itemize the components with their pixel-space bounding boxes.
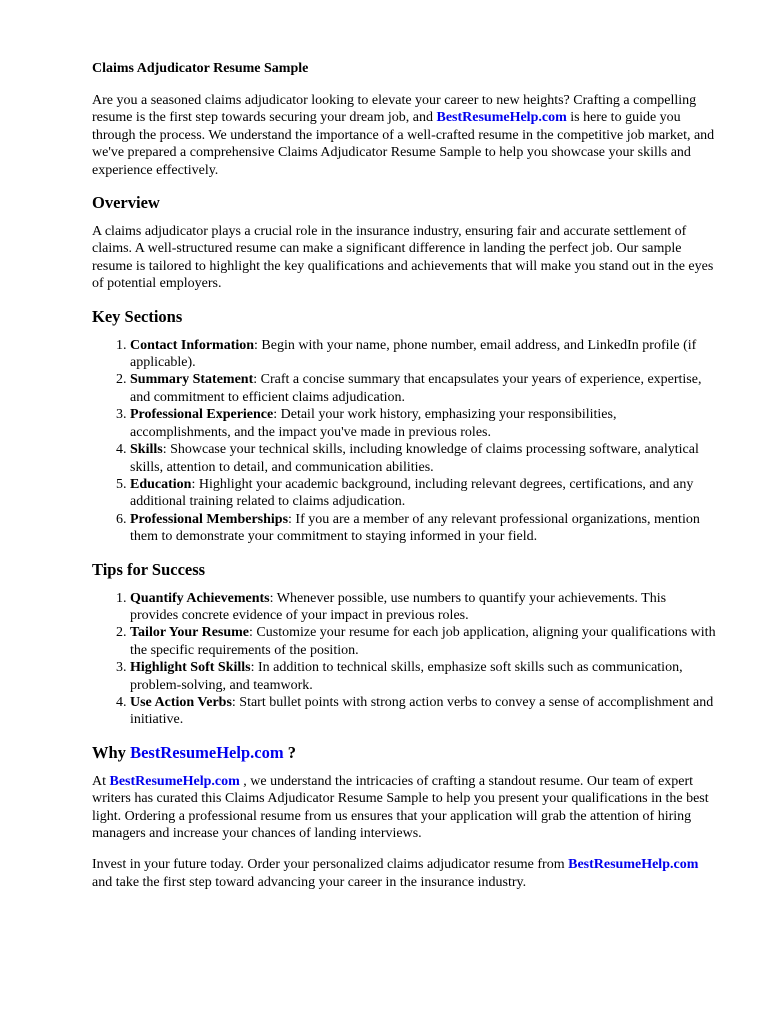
list-item bbox=[130, 659, 716, 694]
tips-heading: Tips for Success bbox=[92, 559, 206, 579]
list-item bbox=[130, 590, 716, 625]
why-paragraph bbox=[92, 773, 716, 843]
list-item bbox=[130, 406, 716, 441]
list-item-term: Tailor Your Resume bbox=[130, 625, 250, 641]
list-item-desc: : Start bullet points with strong action verbs to convey a sense of accomplishment and initiative. bbox=[130, 694, 714, 728]
tips-list bbox=[92, 590, 716, 729]
list-item-desc: : In addition to technical skills, emphasize soft skills such as communication, problem-solving, and teamwork. bbox=[130, 660, 683, 693]
list-item-desc: : Whenever possible, use numbers to quantify your achievements. This provides concrete evidence of your impact in previous roles. bbox=[130, 590, 667, 623]
list-item bbox=[130, 511, 716, 546]
why-heading-link[interactable]: BestResumeHelp.com bbox=[130, 742, 284, 762]
list-item-desc: : Detail your work history, emphasizing your responsibilities, accomplishments, and the impact you've made in previous roles. bbox=[130, 407, 617, 440]
key-sections-list bbox=[92, 337, 716, 546]
list-item-term: Use Action Verbs bbox=[130, 694, 232, 710]
list-item-term: Skills bbox=[130, 442, 163, 458]
closing-link[interactable]: BestResumeHelp.com bbox=[568, 857, 699, 873]
closing-text-after: and take the first step toward advancing your career in the insurance industry. bbox=[92, 874, 527, 890]
list-item bbox=[130, 694, 716, 729]
list-item-desc: : Craft a concise summary that encapsulates your years of experience, expertise, and commitment to efficient claims adjudication. bbox=[130, 372, 702, 405]
intro-paragraph bbox=[92, 92, 716, 179]
list-item-desc: : Customize your resume for each job application, aligning your qualifications with the specific requirements of the position. bbox=[130, 625, 716, 658]
list-item-desc: : Begin with your name, phone number, email address, and LinkedIn profile (if applicable). bbox=[130, 337, 697, 371]
overview-heading: Overview bbox=[92, 193, 160, 213]
why-paragraph-link[interactable]: BestResumeHelp.com bbox=[109, 773, 240, 789]
why-text-after: , we understand the intricacies of crafting a standout resume. Our team of expert writers has curated this Claims Adjudicator Resume Sample to help you present your qualifications in the best light. Ordering a professional resume from us ensures that your application will grab the attention of hiring managers and increase your chances of landing interviews. bbox=[92, 773, 709, 841]
list-item-term: Education bbox=[130, 476, 192, 492]
list-item-term: Summary Statement bbox=[130, 372, 254, 388]
overview-paragraph: A claims adjudicator plays a crucial role in the insurance industry, ensuring fair and accurate settlement of claims. A well-structured resume can make a significant difference in landing the perfect job. Our sample resume is tailored to highlight the key qualifications and achievements that will make you stand out in the eyes of potential employers. bbox=[92, 224, 714, 292]
why-heading-after: ? bbox=[283, 742, 296, 762]
intro-text-before: Are you a seasoned claims adjudicator looking to elevate your career to new heights? Crafting a compelling resume is the first step towards securing your dream job, and bbox=[92, 93, 697, 126]
list-item-term: Professional Experience bbox=[130, 407, 274, 423]
list-item bbox=[130, 371, 716, 406]
document-title: Claims Adjudicator Resume Sample bbox=[92, 61, 309, 76]
why-heading-before: Why bbox=[92, 742, 131, 762]
intro-text-after: is here to guide you through the process. We understand the importance of a well-crafted resume in the competitive job market, and we've prepared a comprehensive Claims Adjudicator Resume Sample to help you showcase your skills and experience effectively. bbox=[92, 110, 715, 178]
why-text-before: At bbox=[92, 773, 110, 789]
list-item-desc: : If you are a member of any relevant professional organizations, mention them to demonstrate your commitment to staying informed in your field. bbox=[130, 511, 700, 545]
intro-link[interactable]: BestResumeHelp.com bbox=[436, 110, 567, 126]
why-heading bbox=[92, 743, 716, 763]
list-item-term: Professional Memberships bbox=[130, 511, 289, 527]
list-item-desc: : Highlight your academic background, including relevant degrees, certifications, and any additional training related to claims adjudication. bbox=[130, 476, 694, 510]
list-item-term: Contact Information bbox=[130, 337, 255, 353]
list-item bbox=[130, 441, 716, 476]
list-item-desc: : Showcase your technical skills, including knowledge of claims processing software, analytical skills, attention to detail, and communication abilities. bbox=[130, 442, 699, 475]
closing-text-before: Invest in your future today. Order your personalized claims adjudicator resume from bbox=[92, 857, 569, 873]
list-item bbox=[130, 624, 716, 659]
list-item-term: Quantify Achievements bbox=[130, 590, 270, 606]
list-item-term: Highlight Soft Skills bbox=[130, 660, 251, 676]
list-item bbox=[130, 476, 716, 511]
key-sections-heading: Key Sections bbox=[92, 306, 183, 326]
list-item bbox=[130, 337, 716, 372]
closing-paragraph bbox=[92, 856, 716, 891]
